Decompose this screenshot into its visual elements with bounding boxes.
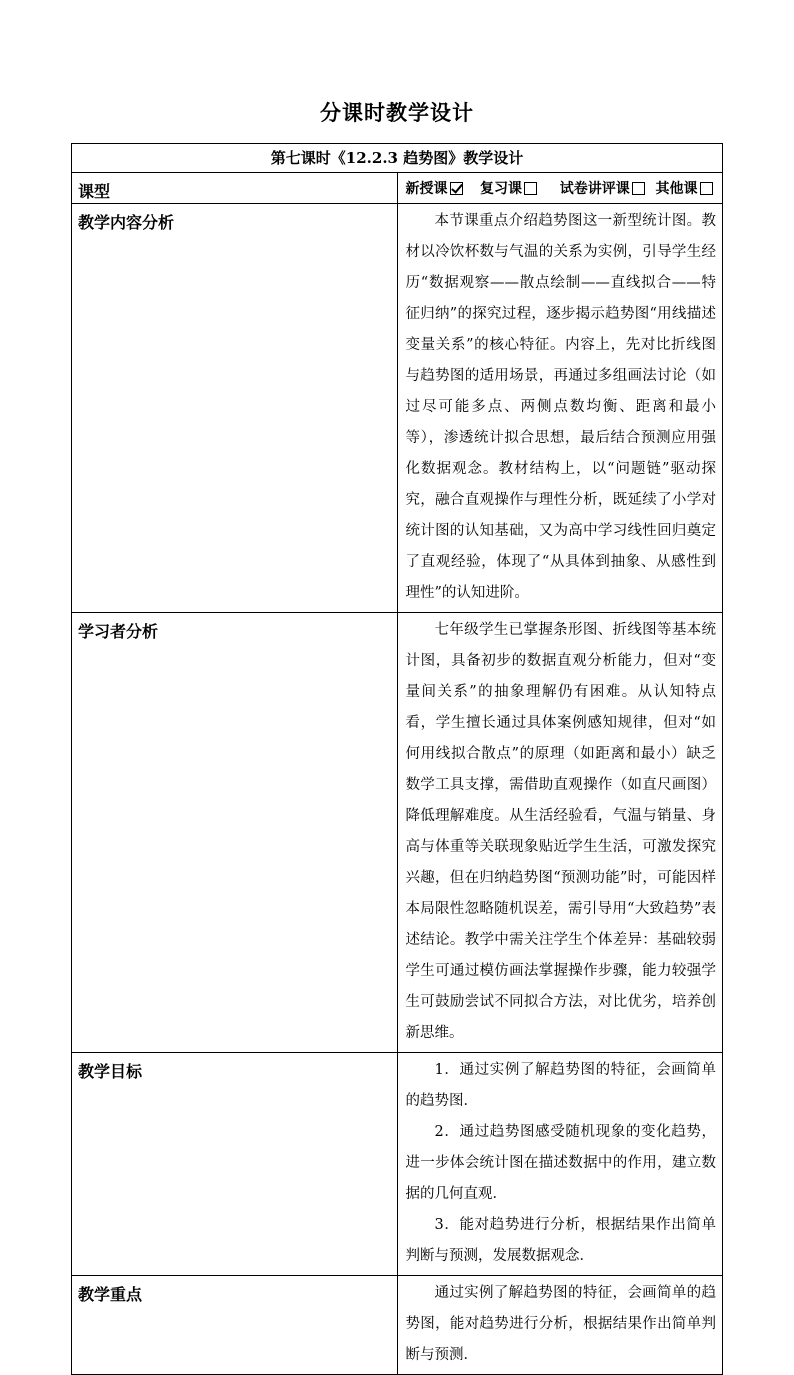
checkbox-icon[interactable]	[524, 182, 537, 195]
type-option-review[interactable]	[480, 178, 560, 198]
type-option-label: 试卷讲评课	[559, 181, 630, 197]
checkbox-icon[interactable]	[632, 182, 645, 195]
objective-item: 1．通过实例了解趋势图的特征，会画简单的趋势图．	[405, 1062, 716, 1109]
content-analysis-row	[72, 204, 723, 613]
objectives-label: 教学目标	[72, 1053, 398, 1276]
content-analysis-text: 本节课重点介绍趋势图这一新型统计图。教材以冷饮杯数与气温的关系为实例，引导学生经历“数据观察——散点绘制——直线拟合——特征归纳”的探究过程，逐步揭示趋势图“用线描述变量关系”的核心特征。内容上，先对比折线图与趋势图的适用场景，再通过多组画法讨论（如过尽可能多点、两侧点数均衡、距离和最小等），渗透统计拟合思想，最后结合预测应用强化数据观念。教材结构上，以“问题链”驱动探究，融合直观操作与理性分析，既延续了小学对统计图的认知基础，又为高中学习线性回归奠定了直观经验，体现了“从具体到抽象、从感性到理性”的认知进阶。	[405, 213, 716, 601]
content-analysis-label: 教学内容分析	[72, 204, 398, 613]
learner-analysis-text: 七年级学生已掌握条形图、折线图等基本统计图，具备初步的数据直观分析能力，但对“变量间关系”的抽象理解仍有困难。从认知特点看，学生擅长通过具体案例感知规律，但对“如何用线拟合散点”的原理（如距离和最小）缺乏数学工具支撑，需借助直观操作（如直尺画图）降低理解难度。从生活经验看，气温与销量、身高与体重等关联现象贴近学生生活，可激发探究兴趣，但在归纳趋势图“预测功能”时，可能因样本局限性忽略随机误差，需引导用“大致趋势”表述结论。教学中需关注学生个体差异：基础较弱学生可通过模仿画法掌握操作步骤，能力较强学生可鼓励尝试不同拟合方法，对比优劣，培养创新思维。	[405, 622, 716, 1041]
learner-analysis-label: 学习者分析	[72, 613, 398, 1053]
objectives-row	[72, 1053, 723, 1276]
key-points-row	[72, 1276, 723, 1375]
checked-box-icon[interactable]	[450, 182, 463, 195]
type-option-label: 其他课	[655, 181, 698, 197]
objective-item: 3．能对趋势进行分析，根据结果作出简单判断与预测，发展数据观念．	[405, 1217, 716, 1264]
type-option-test-review[interactable]	[560, 178, 656, 198]
type-option-label: 复习课	[479, 181, 522, 197]
lesson-type-row	[72, 173, 723, 204]
key-points-text: 通过实例了解趋势图的特征，会画简单的趋势图，能对趋势进行分析，根据结果作出简单判断与预测．	[405, 1285, 716, 1363]
type-option-label: 新授课	[405, 181, 448, 197]
lesson-plan-table	[71, 143, 723, 1375]
checkbox-icon[interactable]	[700, 182, 713, 195]
lesson-type-label: 课型	[72, 173, 398, 204]
lesson-title: 第七课时《12.2.3 趋势图》教学设计	[72, 144, 723, 173]
learner-analysis-row	[72, 613, 723, 1053]
lesson-type-options	[397, 173, 723, 204]
type-option-new[interactable]	[406, 178, 480, 198]
objective-item: 2．通过趋势图感受随机现象的变化趋势，进一步体会统计图在描述数据中的作用，建立数据的几何直观．	[405, 1124, 716, 1202]
key-points-label: 教学重点	[72, 1276, 398, 1375]
type-option-other[interactable]	[656, 178, 722, 198]
page-title: 分课时教学设计	[320, 100, 474, 125]
